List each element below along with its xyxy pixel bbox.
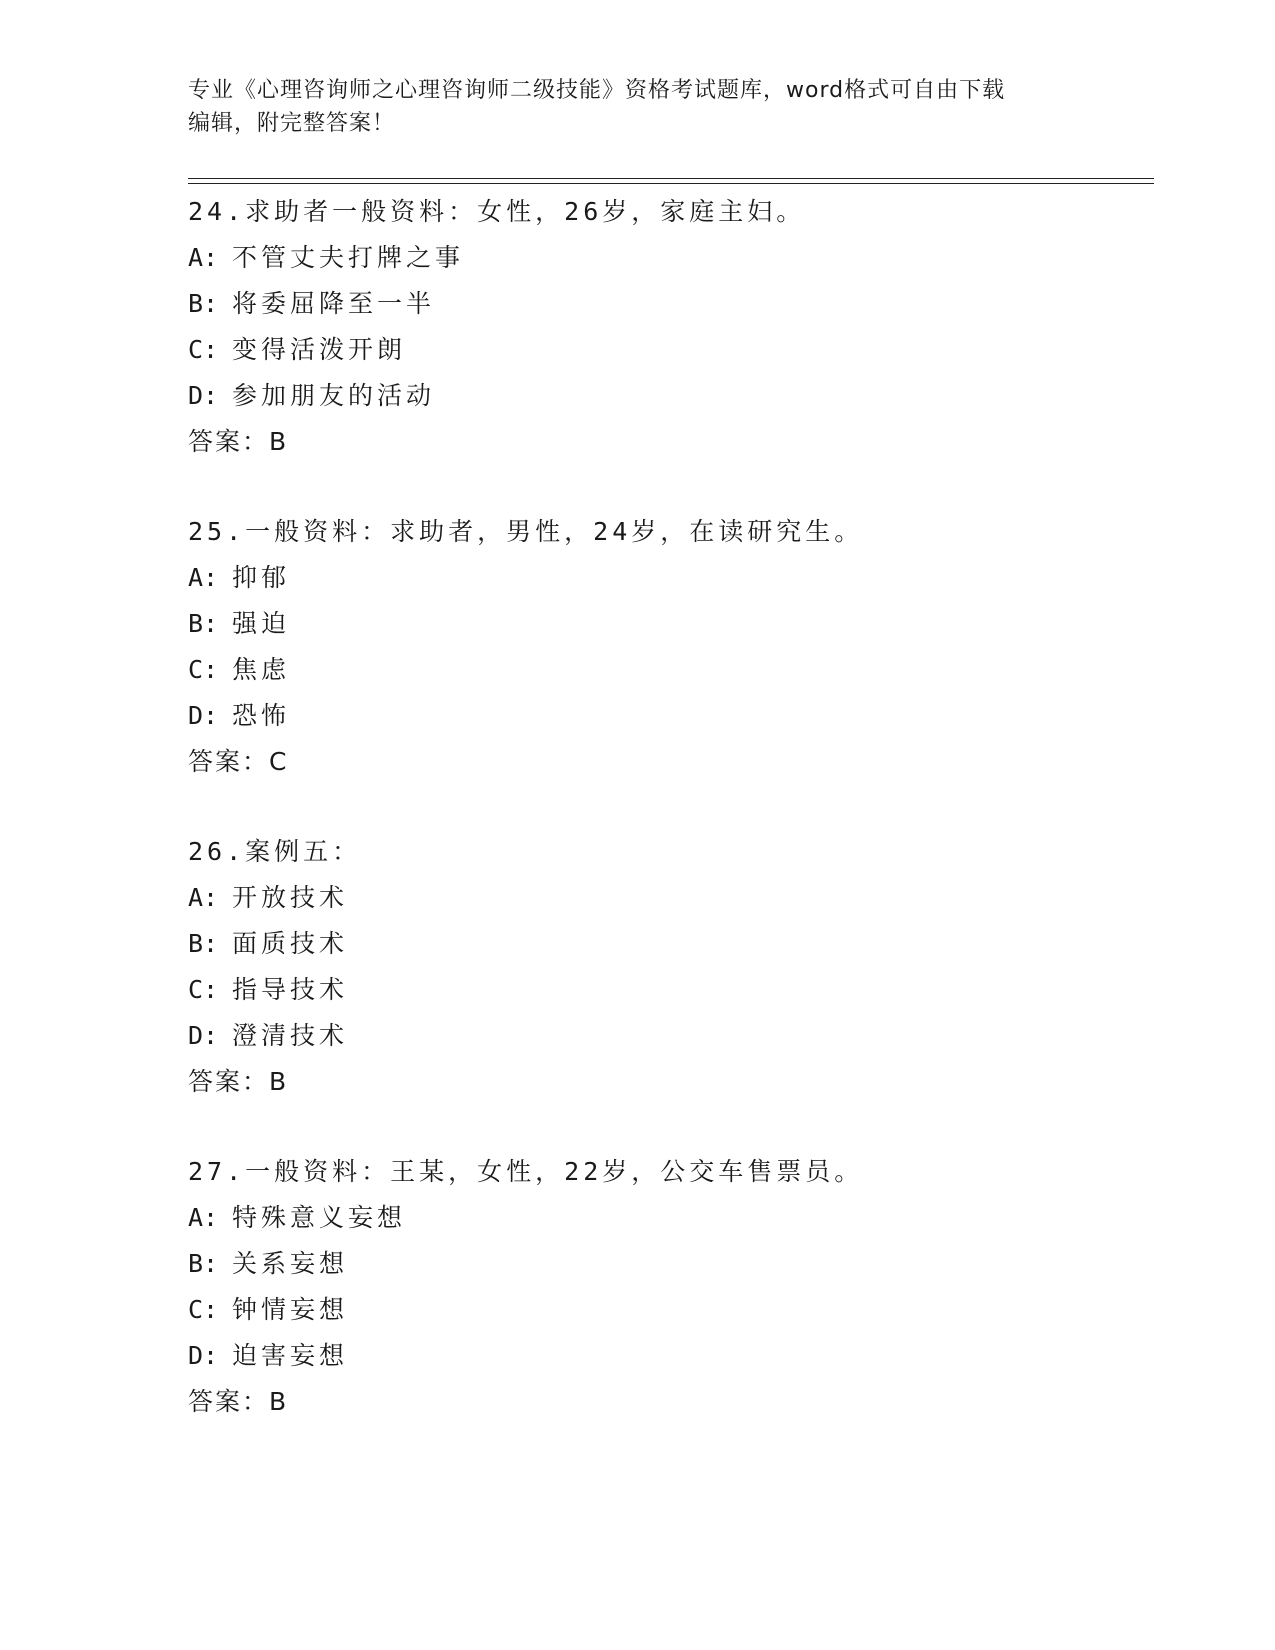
option-key: C: (188, 975, 219, 1004)
document-header (188, 74, 1088, 140)
option-c (188, 1287, 1148, 1333)
option-key: B: (188, 609, 219, 638)
option-a (188, 555, 1148, 601)
option-text: 指导技术 (232, 975, 349, 1004)
option-d (188, 373, 1148, 419)
option-d (188, 693, 1148, 739)
option-key: B: (188, 1249, 219, 1278)
option-text: 恐怖 (232, 701, 291, 730)
option-key: A: (188, 243, 219, 272)
option-key: D: (188, 1021, 219, 1050)
option-a (188, 235, 1148, 281)
option-text: 面质技术 (232, 929, 349, 958)
header-divider-top (188, 178, 1154, 179)
option-key: D: (188, 1341, 219, 1370)
option-text: 钟情妄想 (232, 1295, 349, 1324)
option-text: 将委屈降至一半 (232, 289, 436, 318)
option-key: C: (188, 335, 219, 364)
option-c (188, 967, 1148, 1013)
option-d (188, 1333, 1148, 1379)
option-text: 不管丈夫打牌之事 (232, 243, 465, 272)
question-stem: 27.一般资料：王某，女性，22岁，公交车售票员。 (188, 1157, 864, 1186)
option-text: 迫害妄想 (232, 1341, 349, 1370)
option-text: 关系妄想 (232, 1249, 349, 1278)
question-27 (188, 1149, 1148, 1425)
option-c (188, 327, 1148, 373)
header-divider-bottom (188, 183, 1154, 184)
question-25 (188, 509, 1148, 785)
option-text: 抑郁 (232, 563, 291, 592)
question-26 (188, 829, 1148, 1105)
question-24 (188, 189, 1148, 465)
option-key: B: (188, 289, 219, 318)
option-d (188, 1013, 1148, 1059)
option-b (188, 281, 1148, 327)
option-key: A: (188, 563, 219, 592)
option-key: C: (188, 1295, 219, 1324)
option-b (188, 1241, 1148, 1287)
option-key: C: (188, 655, 219, 684)
option-key: A: (188, 1203, 219, 1232)
option-text: 焦虑 (232, 655, 291, 684)
option-key: D: (188, 701, 219, 730)
option-text: 特殊意义妄想 (232, 1203, 407, 1232)
header-line-1: 专业《心理咨询师之心理咨询师二级技能》资格考试题库，word格式可自由下载 (188, 78, 1006, 103)
option-b (188, 601, 1148, 647)
header-line-2: 编辑，附完整答案！ (188, 111, 396, 136)
option-a (188, 875, 1148, 921)
option-text: 强迫 (232, 609, 291, 638)
option-key: B: (188, 929, 219, 958)
answer-line: 答案：C (188, 747, 289, 776)
question-stem: 25.一般资料：求助者，男性，24岁，在读研究生。 (188, 517, 864, 546)
answer-line: 答案：B (188, 1387, 289, 1416)
option-text: 澄清技术 (232, 1021, 349, 1050)
option-b (188, 921, 1148, 967)
option-text: 开放技术 (232, 883, 349, 912)
option-key: D: (188, 381, 219, 410)
answer-line: 答案：B (188, 427, 289, 456)
option-a (188, 1195, 1148, 1241)
option-c (188, 647, 1148, 693)
option-key: A: (188, 883, 219, 912)
answer-line: 答案：B (188, 1067, 289, 1096)
question-stem: 26.案例五： (188, 837, 362, 866)
option-text: 变得活泼开朗 (232, 335, 407, 364)
option-text: 参加朋友的活动 (232, 381, 436, 410)
question-stem: 24.求助者一般资料：女性，26岁，家庭主妇。 (188, 197, 806, 226)
